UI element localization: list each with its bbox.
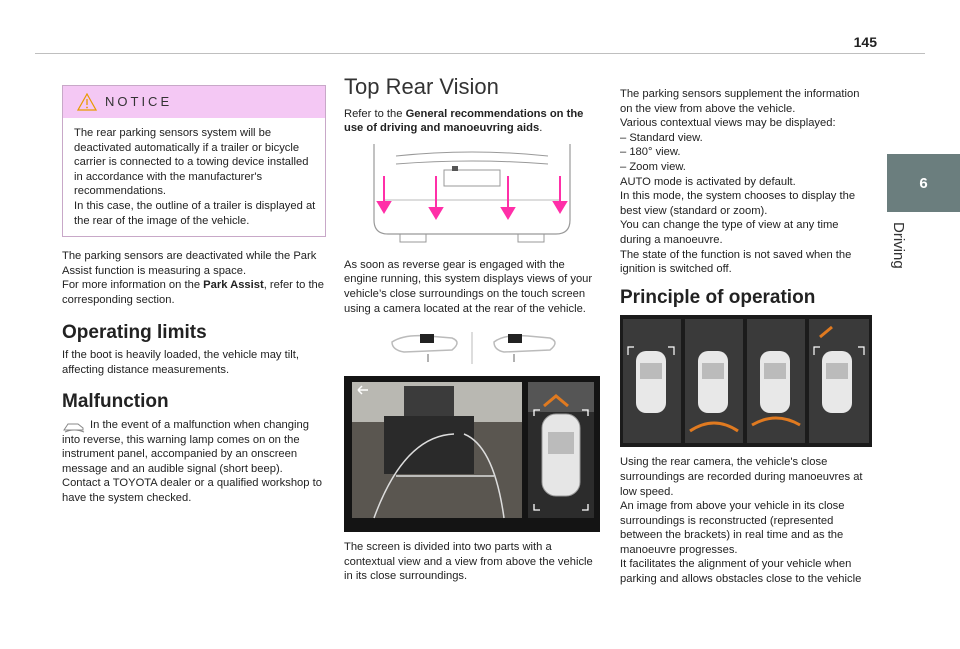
list-item: – Standard view. [620, 131, 703, 144]
parking-step [685, 319, 743, 443]
principle-illustration [620, 315, 872, 447]
mirror-view-icons [344, 328, 600, 368]
notice-paragraph: The rear parking sensors system will be deactivated automatically if a trailer or bicycle carrier is connected to a towing device installed in accordance with the manufacturer's recommendations. [74, 127, 309, 198]
list-item: – 180° view. [620, 146, 681, 159]
heading-operating-limits: Operating limits [62, 321, 207, 343]
rear-vehicle-illustration [344, 142, 600, 248]
text-line: You can change the type of view at any time during a manoeuvre. [620, 219, 839, 246]
paragraph-contact: Contact a TOYOTA dealer or a qualified workshop to have the system checked. [62, 477, 322, 504]
general-recommendations-link[interactable]: General recommendations on the use of driving and manoeuvring aids [344, 107, 584, 135]
malfunction-block [62, 418, 326, 506]
notice-paragraph: In this case, the outline of a trailer is displayed at the rear of the image of the vehicle. [74, 199, 316, 227]
text-line: Various contextual views may be displayed: [620, 117, 836, 130]
column-right [620, 87, 872, 587]
text-line: Using the rear camera, the vehicle's close surroundings are recorded during manoeuvres at low speed. [620, 456, 863, 498]
text-line: The parking sensors supplement the information on the view from above the vehicle. [620, 88, 860, 115]
paragraph-screen-divided: The screen is divided into two parts with a contextual view and a view from above the vehicle in its close surroundings. [344, 541, 593, 583]
text-line: In this mode, the system chooses to display the best view (standard or zoom). [620, 190, 856, 217]
heading-malfunction: Malfunction [62, 391, 169, 413]
heading-principle: Principle of operation [620, 286, 816, 308]
parking-step [809, 319, 869, 443]
column-middle [344, 74, 600, 584]
chapter-label: Driving [890, 222, 907, 269]
camera-screen-illustration [344, 376, 600, 532]
paragraph-malfunction: In the event of a malfunction when changing into reverse, this warning lamp comes on on the instrument panel, accompanied by an onscreen message and an audible signal (short beep). [62, 418, 309, 475]
parking-step [747, 319, 805, 443]
text-line: An image from above your vehicle in its close surroundings is reconstructed (represented between the brackets) in real time and as the manoeuvre progresses. [620, 500, 845, 556]
notice-body [63, 118, 325, 236]
parking-warning-lamp-icon [62, 420, 86, 434]
chapter-tab[interactable]: 6 [887, 154, 960, 212]
header-rule [35, 53, 925, 54]
parking-step [623, 319, 681, 443]
park-assist-link[interactable]: Park Assist [203, 279, 264, 292]
camera-icon [452, 166, 458, 171]
notice-box [62, 85, 326, 237]
paragraph-deactivated: The parking sensors are deactivated while the Park Assist function is measuring a space. [62, 250, 317, 277]
column-left [62, 85, 326, 505]
text-line: It facilitates the alignment of your vehicle when parking and allows obstacles close to the vehicle [620, 558, 862, 586]
paragraph-refer: Refer to the General recommendations on the use of driving and manoeuvring aids. [344, 107, 584, 135]
text-line: AUTO mode is activated by default. [620, 175, 796, 188]
page-number: 145 [853, 34, 877, 50]
text-line: The state of the function is not saved when the ignition is switched off. [620, 248, 852, 276]
heading-top-rear-vision: Top Rear Vision [344, 74, 499, 99]
list-item: – Zoom view. [620, 160, 686, 173]
paragraph-reverse-gear: As soon as reverse gear is engaged with the engine running, this system displays views of your vehicle’s close surroundings on the touch screen using a camera located at the rear of the vehicle. [344, 258, 593, 315]
paragraph-park-assist: For more information on the Park Assist, refer to the corresponding section. [62, 279, 325, 306]
notice-header [63, 86, 325, 118]
warning-triangle-icon [77, 93, 97, 111]
notice-label: NOTICE [105, 93, 173, 109]
paragraph-operating-limits: If the boot is heavily loaded, the vehicle may tilt, affecting distance measurements. [62, 349, 299, 376]
